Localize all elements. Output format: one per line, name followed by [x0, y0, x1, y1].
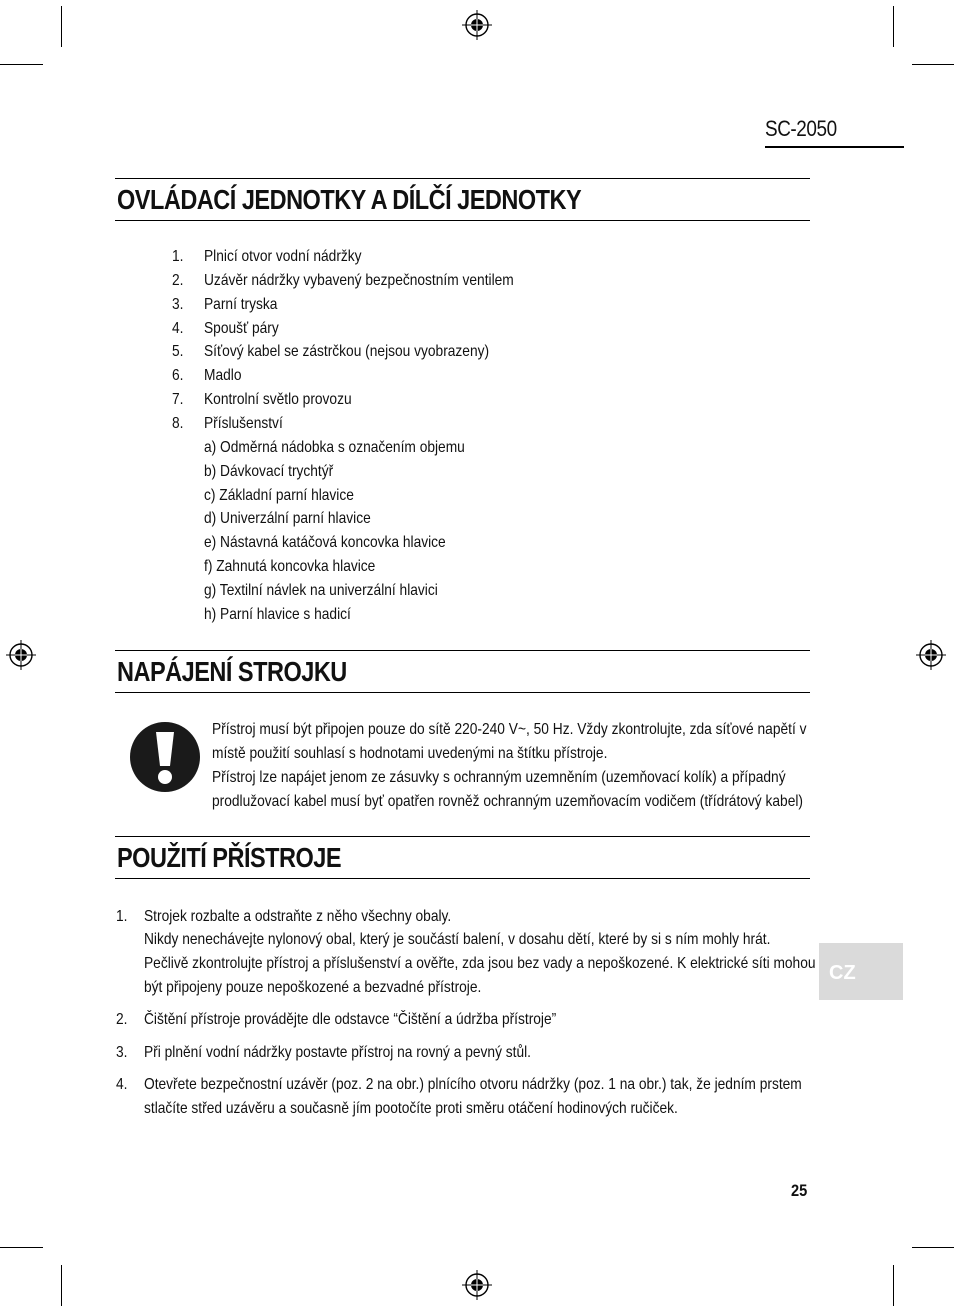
list-item-number: 4. [172, 320, 184, 337]
step-text-line: být připojeny pouze nepoškozené a bezvadné přístroje. [144, 979, 482, 996]
registration-mark-icon [6, 640, 36, 670]
list-item: Plnicí otvor vodní nádržky [204, 248, 362, 265]
section-rule-bottom [115, 878, 810, 879]
crop-mark-br-v [893, 1265, 894, 1306]
step-text-line: Při plnění vodní nádržky postavte přístroj na rovný a pevný stůl. [144, 1044, 532, 1061]
step-text-line: Pečlivě zkontrolujte přístroj a příslušenství a ověřte, zda jsou bez vady a nepoškozené. K elektrické síti mohou [144, 955, 816, 972]
crop-mark-tl-v [61, 6, 62, 47]
list-item: Spoušť páry [204, 320, 279, 337]
list-item-number: 1. [172, 248, 184, 265]
sub-list-item: b) Dávkovací trychtýř [204, 463, 334, 480]
section-rule-top [115, 178, 810, 179]
sub-list-item: h) Parní hlavice s hadicí [204, 606, 351, 623]
list-item: Síťový kabel se zástrčkou (nejsou vyobrazeny) [204, 343, 490, 360]
sub-list-item: e) Nástavná katáčová koncovka hlavice [204, 534, 446, 551]
sub-list-item: g) Textilní návlek na univerzální hlavici [204, 582, 438, 599]
list-item-number: 6. [172, 367, 184, 384]
section-rule-bottom [115, 220, 810, 221]
step-number: 2. [116, 1011, 128, 1028]
list-item: Parní tryska [204, 296, 278, 313]
list-item: Uzávěr nádržky vybavený bezpečnostním ventilem [204, 272, 514, 289]
step-text-line: Strojek rozbalte a odstraňte z něho všechny obaly. [144, 908, 452, 925]
section-title-power: NAPÁJENÍ STROJKU [117, 656, 347, 687]
sub-list-item: f) Zahnutá koncovka hlavice [204, 558, 376, 575]
section-title-controls: OVLÁDACÍ JEDNOTKY A DÍLČÍ JEDNOTKY [117, 184, 582, 215]
crop-mark-bl-h [0, 1247, 43, 1248]
warning-text-line: místě použití souhlasí s hodnotami uvedenými na štítku přístroje. [212, 745, 608, 762]
warning-text-line: prodlužovací kabel musí byť opatřen rovněž ochranným uzemňovacím vodičem (třídrátový kabel) [212, 793, 803, 810]
section-rule-top [115, 836, 810, 837]
list-item: Madlo [204, 367, 242, 384]
step-text-line: stlačíte střed uzávěru a současně jím pootočíte proti směru otáčení hodinových ručiček. [144, 1100, 678, 1117]
model-number: SC-2050 [765, 116, 837, 141]
step-number: 4. [116, 1076, 128, 1093]
registration-mark-icon [916, 640, 946, 670]
registration-mark-icon [462, 10, 492, 40]
language-tab-label: CZ [829, 962, 856, 984]
sub-list-item: c) Základní parní hlavice [204, 487, 354, 504]
step-number: 3. [116, 1044, 128, 1061]
list-item: Příslušenství [204, 415, 283, 432]
crop-mark-bl-v [61, 1265, 62, 1306]
section-title-usage: POUŽITÍ PŘÍSTROJE [117, 842, 342, 873]
crop-mark-br-h [912, 1247, 954, 1248]
step-text-line: Čištění přístroje provádějte dle odstavce “Čištění a údržba přístroje” [144, 1011, 557, 1028]
section-rule-bottom [115, 692, 810, 693]
sub-list-item: a) Odměrná nádobka s označením objemu [204, 439, 465, 456]
crop-mark-tr-h [912, 64, 954, 65]
list-item-number: 3. [172, 296, 184, 313]
crop-mark-tl-h [0, 64, 43, 65]
sub-list-item: d) Univerzální parní hlavice [204, 510, 371, 527]
exclamation-warning-icon [130, 722, 200, 792]
crop-mark-tr-v [893, 6, 894, 47]
warning-text-line: Přístroj lze napájet jenom ze zásuvky s ochranným uzemněním (uzemňovací kolík) a případný [212, 769, 786, 786]
list-item-number: 7. [172, 391, 184, 408]
step-text-line: Nikdy nenechávejte nylonový obal, který je součástí balení, v dosahu dětí, které by si s ním mohly hrát. [144, 931, 771, 948]
page-number: 25 [791, 1181, 808, 1200]
list-item: Kontrolní světlo provozu [204, 391, 352, 408]
registration-mark-icon [462, 1270, 492, 1300]
warning-text-line: Přístroj musí být připojen pouze do sítě 220-240 V~, 50 Hz. Vždy zkontrolujte, zda síťové napětí v [212, 721, 807, 738]
list-item-number: 5. [172, 343, 184, 360]
step-number: 1. [116, 908, 128, 925]
section-rule-top [115, 650, 810, 651]
list-item-number: 2. [172, 272, 184, 289]
step-text-line: Otevřete bezpečnostní uzávěr (poz. 2 na obr.) plnícího otvoru nádržky (poz. 1 na obr.) tak, že jedním prstem [144, 1076, 802, 1093]
list-item-number: 8. [172, 415, 184, 432]
model-underline [765, 146, 904, 148]
